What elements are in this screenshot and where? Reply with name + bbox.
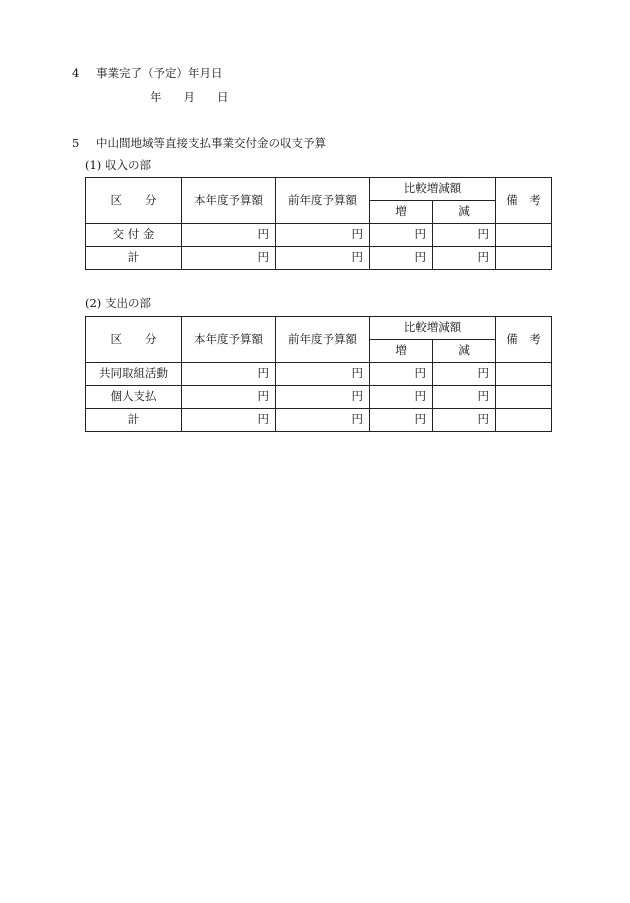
expense-header-remarks: 備 考 (496, 317, 552, 363)
income-row-previous: 円 (276, 224, 370, 247)
expense-row-decrease: 円 (433, 386, 496, 409)
expense-header-compare: 比較増減額 (370, 317, 496, 340)
expense-total-current: 円 (182, 409, 276, 432)
expense-row-current: 円 (182, 363, 276, 386)
income-row-increase: 円 (370, 224, 433, 247)
income-total-decrease: 円 (433, 247, 496, 270)
income-header-remarks: 備 考 (496, 178, 552, 224)
expense-header-previous: 前年度予算額 (276, 317, 370, 363)
expense-total-label: 計 (86, 409, 182, 432)
income-header-compare: 比較増減額 (370, 178, 496, 201)
income-header-current: 本年度予算額 (182, 178, 276, 224)
income-caption: (1) 収入の部 (85, 158, 151, 172)
expense-row-previous: 円 (276, 363, 370, 386)
income-row-decrease: 円 (433, 224, 496, 247)
income-header-decrease: 減 (433, 201, 496, 224)
table-row (86, 247, 552, 270)
income-total-increase: 円 (370, 247, 433, 270)
expense-total-previous: 円 (276, 409, 370, 432)
section5-heading (72, 138, 326, 150)
table-row (86, 363, 552, 386)
income-total-label: 計 (86, 247, 182, 270)
income-total-current: 円 (182, 247, 276, 270)
expense-row-increase: 円 (370, 386, 433, 409)
income-header-increase: 増 (370, 201, 433, 224)
table-row (86, 224, 552, 247)
income-header-previous: 前年度予算額 (276, 178, 370, 224)
expense-header-increase: 増 (370, 340, 433, 363)
expense-total-decrease: 円 (433, 409, 496, 432)
expense-row-remarks (496, 363, 552, 386)
expense-total-increase: 円 (370, 409, 433, 432)
expense-row-label: 共同取組活動 (86, 363, 182, 386)
expense-row-label: 個人支払 (86, 386, 182, 409)
expense-caption: (2) 支出の部 (85, 296, 151, 310)
expense-row-current: 円 (182, 386, 276, 409)
section4-number: 4 (72, 66, 80, 80)
table-row (86, 409, 552, 432)
expense-table (85, 316, 552, 432)
expense-header-decrease: 減 (433, 340, 496, 363)
date-month: 月 (183, 90, 195, 104)
expense-row-increase: 円 (370, 363, 433, 386)
income-table (85, 177, 552, 270)
date-day: 日 (217, 90, 229, 104)
income-row-current: 円 (182, 224, 276, 247)
expense-row-remarks (496, 386, 552, 409)
expense-header-category: 区 分 (86, 317, 182, 363)
completion-date (150, 92, 229, 104)
date-year: 年 (150, 90, 162, 104)
expense-row-previous: 円 (276, 386, 370, 409)
section4-heading (72, 68, 223, 80)
section5-number: 5 (72, 136, 80, 150)
section5-title: 中山間地域等直接支払事業交付金の収支予算 (96, 136, 326, 150)
table-row (86, 386, 552, 409)
expense-row-decrease: 円 (433, 363, 496, 386)
income-row-remarks (496, 224, 552, 247)
expense-total-remarks (496, 409, 552, 432)
income-header-category: 区 分 (86, 178, 182, 224)
income-row-label: 交 付 金 (86, 224, 182, 247)
income-total-remarks (496, 247, 552, 270)
section4-title: 事業完了（予定）年月日 (96, 66, 223, 80)
income-total-previous: 円 (276, 247, 370, 270)
expense-header-current: 本年度予算額 (182, 317, 276, 363)
